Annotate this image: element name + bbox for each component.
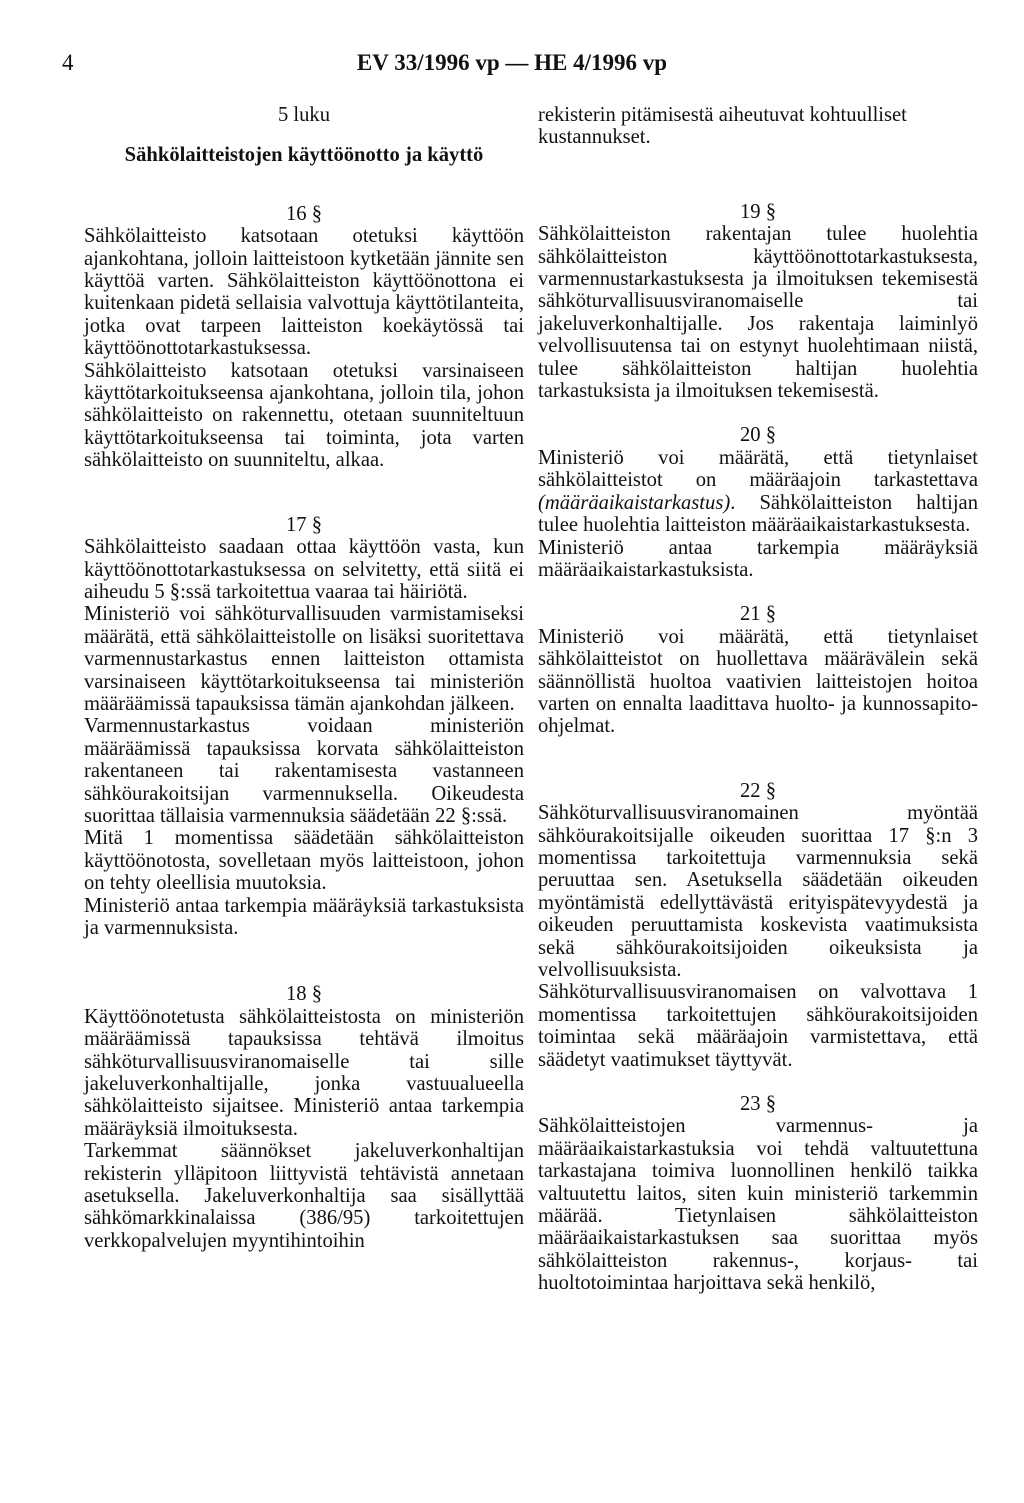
page-number: 4 — [62, 50, 74, 75]
section-17-paragraph-5: Ministeriö antaa tarkempia määräyksiä tarkastuksista ja varmennuksista. — [84, 894, 524, 939]
section-18-paragraph-2: Tarkemmat säännökset jakeluverkonhaltijan rekisterin ylläpitoon liittyvistä tehtävistä annetaan asetuksella. Jakeluverkonhaltija saa sisällyttää sähkömarkkinalaissa (386/95) tarkoitettujen verkkopalvelujen myyntihintoihin — [84, 1140, 524, 1252]
section-17-paragraph-2: Ministeriö voi sähköturvallisuuden varmistamiseksi määrätä, että sähkölaitteistolle on lisäksi suoritettava varmennustarkastus ennen laitteiston ottamista varsinaiseen käyttötarkoitukseensa tai ministeriön määräämissä tapauksissa tämän ajankohdan jälkeen. — [84, 603, 524, 715]
section-22-title: 22 § — [739, 779, 777, 802]
section-22-paragraph-1: Sähköturvallisuusviranomainen myöntää sähköurakoitsijalle oikeuden suorittaa 17 §:n 3 momentissa tarkoitettuja varmennuksia sekä peruuttaa sen. Asetuksella säädetään oikeuden myöntämistä edellyttävästä erityispätevyydestä ja oikeuden peruuttamista koskevista vaatimuksista sekä sähköurakoitsijoiden oikeuksista ja velvollisuuksista. — [538, 802, 978, 981]
section-16-title: 16 § — [285, 202, 323, 225]
section-21-title: 21 § — [739, 603, 777, 626]
section-21-paragraph-1: Ministeriö voi määrätä, että tietynlaiset sähkölaitteistot on huollettava määrävälein sekä säännöllistä huoltoa vaativien laitteistojen hoitoa varten on ennalta laadittava huolto- ja kunnossapito-ohjelmat. — [538, 625, 978, 738]
section-20-text-a: Ministeriö voi määrätä, että tietynlaiset sähkölaitteistot on määräajoin tarkastettava — [538, 446, 978, 492]
section-18-title: 18 § — [285, 983, 323, 1006]
section-17-paragraph-4: Mitä 1 momentissa säädetään sähkölaitteiston käyttöönotosta, sovelletaan myös laitteistoon, johon on tehty oleellisia muutoksia. — [84, 827, 524, 895]
running-head: EV 33/1996 vp — HE 4/1996 vp — [356, 50, 668, 75]
section-16-paragraph-2: Sähkölaitteisto katsotaan otetuksi varsinaiseen käyttötarkoitukseensa ajankohtana, jolloin tila, johon sähkölaitteisto on rakennettu, otetaan suunniteltuun käyttötarkoitukseensa tai toiminta, jota varten sähkölaitteisto on suunniteltu, alkaa. — [84, 359, 524, 472]
section-23-title: 23 § — [739, 1093, 777, 1116]
section-19-paragraph-1: Sähkölaitteiston rakentajan tulee huolehtia sähkölaitteiston käyttöönottotarkastuksesta, varmennustarkastuksesta ja ilmoituksen tekemisestä sähköturvallisuusviranomaiselle tai jakeluverkonhaltijalle. Jos rakentaja laiminlyö velvollisuutensa tai on estynyt huolehtimaan niistä, tulee sähkölaitteiston haltijan huolehtia tarkastuksista ja ilmoituksen tekemisestä. — [538, 223, 978, 403]
section-20-term: (määräaikaistarkastus) — [538, 491, 731, 514]
chapter-title: Sähkölaitteistojen käyttöönotto ja käyttö — [124, 144, 484, 167]
section-17-paragraph-1: Sähkölaitteisto saadaan ottaa käyttöön vasta, kun käyttöönottotarkastuksessa on selvitetty, että siitä ei aiheudu 5 §:ssä tarkoitettua vaaraa tai häiriötä. — [84, 536, 524, 603]
section-17-title: 17 § — [285, 513, 323, 536]
section-19-title: 19 § — [739, 200, 777, 223]
section-16-paragraph-1: Sähkölaitteisto katsotaan otetuksi käyttöön ajankohtana, jolloin laitteistoon kytketään jännite sen käyttöä varten. Sähkölaitteiston käyttöönottona ei kuitenkaan pidetä sellaisia valvottuja käyttötilanteita, jotka ovat tarpeen laitteiston koekäytössä tai käyttöönottotarkastuksessa. — [84, 225, 524, 360]
section-17-paragraph-3: Varmennustarkastus voidaan ministeriön määräämissä tapauksissa korvata sähkölaitteiston rakentaneen tai rakentamisesta vastanneen sähköurakoitsijan varmennuksella. Oikeudesta suorittaa tällaisia varmennuksia säädetään 22 §:ssä. — [84, 715, 524, 827]
continuation-text: rekisterin pitämisestä aiheutuvat kohtuulliset kustannukset. — [538, 104, 907, 149]
section-18-paragraph-1: Käyttöönotetusta sähkölaitteistosta on ministeriön määräämissä tapauksissa tehtävä ilmoitus sähköturvallisuusviranomaiselle tai sille jakeluverkonhaltijalle, jonka vastuualueella sähkölaitteisto sijaitsee. Ministeriö antaa tarkempia määräyksiä ilmoituksesta. — [84, 1005, 524, 1140]
section-20-paragraph-2: Ministeriö antaa tarkempia määräyksiä määräaikaistarkastuksista. — [538, 536, 978, 581]
section-20-title: 20 § — [739, 424, 777, 447]
left-column — [84, 104, 524, 1252]
right-column — [538, 104, 978, 1295]
section-22-paragraph-2: Sähköturvallisuusviranomaisen on valvottava 1 momentissa tarkoitettujen sähköurakoitsijoiden toimintaa sekä määräajoin varmistettava, että säädetyt vaatimukset täyttyvät. — [538, 981, 978, 1071]
section-23-paragraph-1: Sähkölaitteistojen varmennus- ja määräaikaistarkastuksia voi tehdä valtuutettuna tarkastajana toimiva luonnollinen henkilö taikka valtuutettu laitos, siten kuin ministeriö tarkemmin määrää. Tietynlaisen sähkölaitteiston määräaikaistarkastuksen saa suorittaa myös sähkölaitteiston rakennus-, korjaus- tai huoltotoimintaa harjoittava sekä henkilö, — [538, 1115, 978, 1295]
section-20-paragraph-1 — [538, 447, 978, 537]
chapter-number: 5 luku — [277, 104, 331, 126]
section-20-text-b: . Sähkölaitteiston haltijan tulee huolehtia laitteiston määräaikaistarkastuksesta. — [538, 491, 978, 537]
